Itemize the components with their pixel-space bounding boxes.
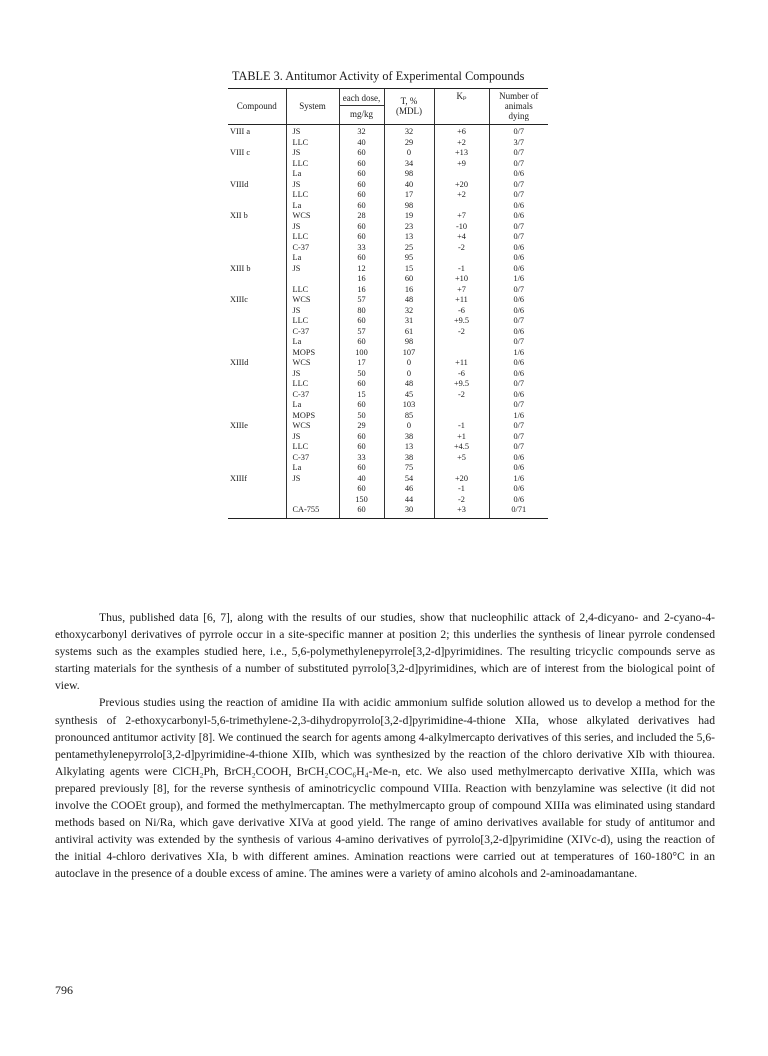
- cell-t-percent: 75: [384, 463, 434, 474]
- cell-compound: [228, 411, 286, 422]
- cell-animals-dying: 0/7: [489, 379, 548, 390]
- cell-kp: -2: [434, 495, 489, 506]
- cell-kp: +3: [434, 505, 489, 518]
- table-row: [228, 306, 548, 317]
- cell-system: [286, 484, 339, 495]
- cell-dose: 60: [339, 253, 384, 264]
- header-compound: Compound: [228, 89, 286, 125]
- cell-animals-dying: 0/7: [489, 400, 548, 411]
- cell-animals-dying: 0/6: [489, 306, 548, 317]
- cell-dose: 60: [339, 400, 384, 411]
- table-row: [228, 316, 548, 327]
- cell-dose: 12: [339, 264, 384, 275]
- table-row: [228, 169, 548, 180]
- cell-kp: +4: [434, 232, 489, 243]
- cell-animals-dying: 0/6: [489, 358, 548, 369]
- cell-dose: 33: [339, 453, 384, 464]
- cell-compound: [228, 274, 286, 285]
- cell-animals-dying: 0/7: [489, 232, 548, 243]
- cell-t-percent: 103: [384, 400, 434, 411]
- cell-t-percent: 17: [384, 190, 434, 201]
- cell-system: C-37: [286, 390, 339, 401]
- cell-compound: [228, 222, 286, 233]
- cell-kp: +11: [434, 295, 489, 306]
- table-row: [228, 274, 548, 285]
- cell-compound: XIIId: [230, 358, 249, 367]
- table-row: [228, 190, 548, 201]
- table-row: [228, 432, 548, 443]
- cell-animals-dying: 0/7: [489, 159, 548, 170]
- cell-animals-dying: 0/6: [489, 484, 548, 495]
- table-row: [228, 453, 548, 464]
- cell-system: LLC: [286, 316, 339, 327]
- cell-animals-dying: 0/7: [489, 148, 548, 159]
- cell-t-percent: 0: [384, 421, 434, 432]
- cell-system: La: [286, 253, 339, 264]
- cell-animals-dying: 0/6: [489, 390, 548, 401]
- cell-kp: [434, 201, 489, 212]
- cell-system: LLC: [286, 379, 339, 390]
- cell-compound: [228, 190, 286, 201]
- cell-system: [286, 495, 339, 506]
- cell-dose: 40: [339, 474, 384, 485]
- cell-animals-dying: 0/6: [489, 211, 548, 222]
- table-row: [228, 411, 548, 422]
- cell-kp: +4.5: [434, 442, 489, 453]
- cell-compound: [228, 505, 286, 518]
- cell-dose: 60: [339, 148, 384, 159]
- cell-dose: 50: [339, 411, 384, 422]
- antitumor-activity-table: [228, 88, 548, 519]
- cell-compound: [228, 379, 286, 390]
- header-t-bottom: (MDL): [396, 106, 422, 116]
- data-table: [228, 88, 548, 519]
- cell-dose: 33: [339, 243, 384, 254]
- table-row: [228, 379, 548, 390]
- cell-kp: +20: [434, 474, 489, 485]
- cell-system: La: [286, 201, 339, 212]
- cell-t-percent: 31: [384, 316, 434, 327]
- cell-kp: [434, 253, 489, 264]
- cell-animals-dying: 1/6: [489, 474, 548, 485]
- cell-system: [286, 274, 339, 285]
- cell-kp: -1: [434, 484, 489, 495]
- cell-compound: [228, 337, 286, 348]
- cell-compound: [228, 400, 286, 411]
- cell-t-percent: 45: [384, 390, 434, 401]
- cell-system: LLC: [286, 159, 339, 170]
- cell-kp: +20: [434, 180, 489, 191]
- table-row: [228, 327, 548, 338]
- table-row: [228, 264, 548, 275]
- cell-kp: -2: [434, 390, 489, 401]
- cell-t-percent: 0: [384, 148, 434, 159]
- cell-t-percent: 46: [384, 484, 434, 495]
- header-dose-top: each dose,: [340, 93, 384, 106]
- cell-compound: VIII a: [230, 127, 251, 136]
- cell-animals-dying: 1/6: [489, 274, 548, 285]
- cell-dose: 16: [339, 274, 384, 285]
- cell-dose: 16: [339, 285, 384, 296]
- table-row: [228, 390, 548, 401]
- cell-kp: +11: [434, 358, 489, 369]
- cell-system: LLC: [286, 138, 339, 149]
- table-row: [228, 180, 548, 191]
- cell-animals-dying: 0/7: [489, 316, 548, 327]
- table-row: [228, 463, 548, 474]
- cell-kp: -10: [434, 222, 489, 233]
- cell-animals-dying: 0/7: [489, 337, 548, 348]
- cell-compound: [228, 316, 286, 327]
- cell-compound: [228, 243, 286, 254]
- cell-animals-dying: 0/6: [489, 253, 548, 264]
- cell-system: CA-755: [286, 505, 339, 518]
- cell-animals-dying: 0/6: [489, 369, 548, 380]
- cell-system: JS: [286, 474, 339, 485]
- cell-animals-dying: 0/7: [489, 190, 548, 201]
- cell-kp: -2: [434, 327, 489, 338]
- table-row: [228, 400, 548, 411]
- table-row: [228, 495, 548, 506]
- header-dose-bottom: mg/kg: [349, 109, 373, 119]
- cell-system: LLC: [286, 285, 339, 296]
- cell-t-percent: 107: [384, 348, 434, 359]
- cell-t-percent: 48: [384, 295, 434, 306]
- table-row: [228, 138, 548, 149]
- cell-t-percent: 13: [384, 232, 434, 243]
- cell-system: JS: [286, 306, 339, 317]
- table-row: [228, 474, 548, 485]
- table-row: [228, 243, 548, 254]
- cell-t-percent: 98: [384, 337, 434, 348]
- cell-system: LLC: [286, 232, 339, 243]
- cell-animals-dying: 0/7: [489, 442, 548, 453]
- cell-animals-dying: 0/71: [489, 505, 548, 518]
- cell-compound: XIII b: [230, 263, 251, 273]
- table-row: [228, 285, 548, 296]
- cell-kp: +7: [434, 211, 489, 222]
- cell-compound: [228, 159, 286, 170]
- cell-kp: +6: [434, 125, 489, 138]
- table-row: [228, 358, 548, 369]
- cell-animals-dying: 1/6: [489, 411, 548, 422]
- table-row: [228, 211, 548, 222]
- cell-t-percent: 85: [384, 411, 434, 422]
- cell-compound: [228, 201, 286, 212]
- cell-system: JS: [286, 432, 339, 443]
- cell-animals-dying: 0/7: [489, 432, 548, 443]
- cell-t-percent: 40: [384, 180, 434, 191]
- cell-dose: 50: [339, 369, 384, 380]
- cell-dose: 40: [339, 138, 384, 149]
- cell-compound: [228, 432, 286, 443]
- cell-system: JS: [286, 125, 339, 138]
- table-row: [228, 348, 548, 359]
- header-dying-line3: dying: [508, 111, 529, 121]
- cell-kp: +10: [434, 274, 489, 285]
- cell-kp: -6: [434, 306, 489, 317]
- cell-animals-dying: 0/6: [489, 327, 548, 338]
- cell-kp: [434, 463, 489, 474]
- cell-kp: -1: [434, 421, 489, 432]
- table-row: [228, 421, 548, 432]
- cell-animals-dying: 0/6: [489, 264, 548, 275]
- cell-system: La: [286, 463, 339, 474]
- cell-system: JS: [286, 148, 339, 159]
- cell-t-percent: 54: [384, 474, 434, 485]
- cell-system: La: [286, 337, 339, 348]
- cell-system: La: [286, 169, 339, 180]
- cell-compound: VIII c: [230, 148, 251, 157]
- cell-dose: 32: [339, 125, 384, 138]
- cell-dose: 60: [339, 316, 384, 327]
- cell-t-percent: 16: [384, 285, 434, 296]
- cell-compound: [228, 453, 286, 464]
- cell-system: WCS: [286, 295, 339, 306]
- table-row: [228, 125, 548, 138]
- cell-system: C-37: [286, 453, 339, 464]
- table-row: [228, 201, 548, 212]
- cell-dose: 150: [339, 495, 384, 506]
- cell-compound: [228, 463, 286, 474]
- cell-kp: +5: [434, 453, 489, 464]
- cell-dose: 60: [339, 337, 384, 348]
- table-header-row: [228, 89, 548, 125]
- cell-system: MOPS: [286, 348, 339, 359]
- cell-animals-dying: 0/6: [489, 169, 548, 180]
- cell-compound: [228, 369, 286, 380]
- cell-dose: 60: [339, 169, 384, 180]
- cell-system: La: [286, 400, 339, 411]
- cell-t-percent: 48: [384, 379, 434, 390]
- cell-compound: [228, 138, 286, 149]
- cell-compound: [228, 327, 286, 338]
- cell-compound: [228, 306, 286, 317]
- cell-dose: 60: [339, 232, 384, 243]
- cell-system: WCS: [286, 358, 339, 369]
- cell-kp: -6: [434, 369, 489, 380]
- cell-compound: [228, 285, 286, 296]
- cell-t-percent: 61: [384, 327, 434, 338]
- cell-t-percent: 98: [384, 201, 434, 212]
- table-row: [228, 337, 548, 348]
- header-kp: Kₚ: [434, 89, 489, 125]
- cell-t-percent: 23: [384, 222, 434, 233]
- table-row: [228, 253, 548, 264]
- table-row: [228, 369, 548, 380]
- cell-compound: [228, 232, 286, 243]
- cell-dose: 57: [339, 295, 384, 306]
- cell-t-percent: 38: [384, 432, 434, 443]
- cell-dose: 60: [339, 484, 384, 495]
- cell-kp: +9.5: [434, 316, 489, 327]
- cell-t-percent: 19: [384, 211, 434, 222]
- cell-compound: [228, 253, 286, 264]
- cell-t-percent: 29: [384, 138, 434, 149]
- cell-t-percent: 32: [384, 306, 434, 317]
- cell-system: C-37: [286, 243, 339, 254]
- header-t-top: T, %: [400, 96, 418, 106]
- page-number: 796: [55, 983, 73, 997]
- cell-animals-dying: 0/6: [489, 463, 548, 474]
- cell-t-percent: 38: [384, 453, 434, 464]
- cell-dose: 60: [339, 432, 384, 443]
- cell-t-percent: 0: [384, 369, 434, 380]
- cell-system: WCS: [286, 421, 339, 432]
- cell-dose: 15: [339, 390, 384, 401]
- cell-t-percent: 30: [384, 505, 434, 518]
- cell-compound: XIIIc: [230, 295, 248, 304]
- cell-animals-dying: 0/6: [489, 201, 548, 212]
- cell-kp: [434, 411, 489, 422]
- cell-system: JS: [286, 180, 339, 191]
- cell-compound: XIIIe: [230, 421, 248, 430]
- cell-system: JS: [286, 222, 339, 233]
- cell-animals-dying: 0/7: [489, 285, 548, 296]
- header-dying-line1: Number of: [499, 91, 539, 101]
- cell-dose: 100: [339, 348, 384, 359]
- cell-t-percent: 60: [384, 274, 434, 285]
- cell-kp: [434, 400, 489, 411]
- cell-dose: 60: [339, 159, 384, 170]
- cell-compound: VIIId: [230, 179, 249, 189]
- table-row: [228, 442, 548, 453]
- cell-kp: +2: [434, 138, 489, 149]
- cell-system: MOPS: [286, 411, 339, 422]
- cell-compound: [228, 442, 286, 453]
- cell-animals-dying: 0/6: [489, 453, 548, 464]
- cell-system: WCS: [286, 211, 339, 222]
- cell-system: LLC: [286, 190, 339, 201]
- cell-kp: +13: [434, 148, 489, 159]
- cell-dose: 29: [339, 421, 384, 432]
- cell-kp: -2: [434, 243, 489, 254]
- cell-compound: [228, 495, 286, 506]
- cell-dose: 28: [339, 211, 384, 222]
- cell-compound: [228, 348, 286, 359]
- table-row: [228, 222, 548, 233]
- cell-t-percent: 95: [384, 253, 434, 264]
- cell-dose: 60: [339, 379, 384, 390]
- cell-kp: [434, 169, 489, 180]
- paragraph-2: Previous studies using the reaction of amidine IIa with acidic ammonium sulfide solution allowed us to develop a method for the synthesis of 2-ethoxycarbonyl-5,6-trimethylene-2,3-dihydropyrrolo[3,2-d]pyrimidine-4-thione XIIa, whose alkylated derivatives had pronounced antitumor activity [8]. We continued the search for agents among 4-alkylmercapto derivatives of this series, and included the 5,6-pentamethylenepyrrolo[3,2-d]pyrimidine-4-thione XIIb, which was synthesized by the reaction of the chloro derivative XIb with thiourea. Alkylating agents were ClCH₂Ph, BrCH₂COOH, BrCH₂COC₆H₄-Me-n, etc. We also used methylmercapto derivative XIIIa, which was prepared previously [8], for the reverse synthesis of aminotricyclic compound VIIIa. Reaction with benzylamine was selective (it did not involve the COOEt group), and formed the methylmercaptan. The methylmercapto group of compound XIIIa was eliminated using standard methods based on Ni/Ra, which gave derivative XIVa at good yield. The range of amino derivatives available for study of antitumor and antiviral activity was extended by the synthesis of various 4-amino derivatives of pyrrolo[3,2-d]pyrimidine (XIVc-d), using the reaction of the initial 4-chloro derivatives XIa, b with different amines. Amination reactions were carried out at temperatures of 160-180°C in an autoclave in the presence of a double excess of amine. The amines were a variety of amino alcohols and 2-aminoadamantane.: [55, 696, 715, 881]
- cell-t-percent: 0: [384, 358, 434, 369]
- header-animals-dying: [489, 89, 548, 125]
- table-body: [228, 125, 548, 519]
- paragraph-1: Thus, published data [6, 7], along with the results of our studies, show that nucleophilic attack of 2,4-dicyano- and 2-cyano-4-ethoxycarbonyl derivatives of pyrrole occur in a site-specific manner at position 2; this underlies the synthesis of linear pyrrole condensed systems such as the examples studied here, i.e., 5,6-polymethylenepyrrole[3,2-d]pyrimidines. The resulting tricyclic compounds serve as starting materials for the synthesis of a number of substituted pyrrolo[3,2-d]pyrimidines, which are of interest from the biological point of view.: [55, 611, 715, 693]
- cell-t-percent: 34: [384, 159, 434, 170]
- cell-dose: 57: [339, 327, 384, 338]
- cell-kp: +2: [434, 190, 489, 201]
- cell-dose: 60: [339, 442, 384, 453]
- cell-dose: 60: [339, 180, 384, 191]
- table-row: [228, 232, 548, 243]
- header-dying-line2: animals: [504, 101, 533, 111]
- cell-dose: 17: [339, 358, 384, 369]
- cell-kp: [434, 348, 489, 359]
- cell-kp: +7: [434, 285, 489, 296]
- cell-system: LLC: [286, 442, 339, 453]
- cell-dose: 80: [339, 306, 384, 317]
- cell-t-percent: 98: [384, 169, 434, 180]
- table-row: [228, 295, 548, 306]
- cell-system: JS: [286, 264, 339, 275]
- cell-animals-dying: 0/6: [489, 243, 548, 254]
- cell-kp: +1: [434, 432, 489, 443]
- cell-compound: [228, 169, 286, 180]
- table-row: [228, 484, 548, 495]
- cell-animals-dying: 3/7: [489, 138, 548, 149]
- cell-dose: 60: [339, 190, 384, 201]
- table-row: [228, 505, 548, 518]
- cell-compound: XIIIf: [230, 473, 248, 483]
- cell-compound: [228, 390, 286, 401]
- cell-system: C-37: [286, 327, 339, 338]
- body-text: [55, 609, 715, 883]
- cell-compound: [228, 484, 286, 495]
- cell-system: JS: [286, 369, 339, 380]
- cell-dose: 60: [339, 505, 384, 518]
- cell-kp: -1: [434, 264, 489, 275]
- cell-animals-dying: 0/7: [489, 125, 548, 138]
- table-row: [228, 148, 548, 159]
- cell-animals-dying: 0/7: [489, 180, 548, 191]
- cell-kp: +9.5: [434, 379, 489, 390]
- header-t: [384, 89, 434, 125]
- header-system: System: [286, 89, 339, 125]
- cell-t-percent: 13: [384, 442, 434, 453]
- cell-kp: +9: [434, 159, 489, 170]
- table-title: TABLE 3. Antitumor Activity of Experimental Compounds: [232, 69, 525, 83]
- cell-dose: 60: [339, 463, 384, 474]
- cell-animals-dying: 0/7: [489, 421, 548, 432]
- cell-animals-dying: 0/7: [489, 222, 548, 233]
- cell-kp: [434, 337, 489, 348]
- cell-compound: XII b: [230, 211, 248, 220]
- table-row: [228, 159, 548, 170]
- header-dose: [339, 89, 384, 125]
- cell-t-percent: 25: [384, 243, 434, 254]
- cell-dose: 60: [339, 201, 384, 212]
- cell-dose: 60: [339, 222, 384, 233]
- cell-t-percent: 44: [384, 495, 434, 506]
- cell-t-percent: 15: [384, 264, 434, 275]
- cell-animals-dying: 0/6: [489, 295, 548, 306]
- cell-t-percent: 32: [384, 125, 434, 138]
- cell-animals-dying: 1/6: [489, 348, 548, 359]
- cell-animals-dying: 0/6: [489, 495, 548, 506]
